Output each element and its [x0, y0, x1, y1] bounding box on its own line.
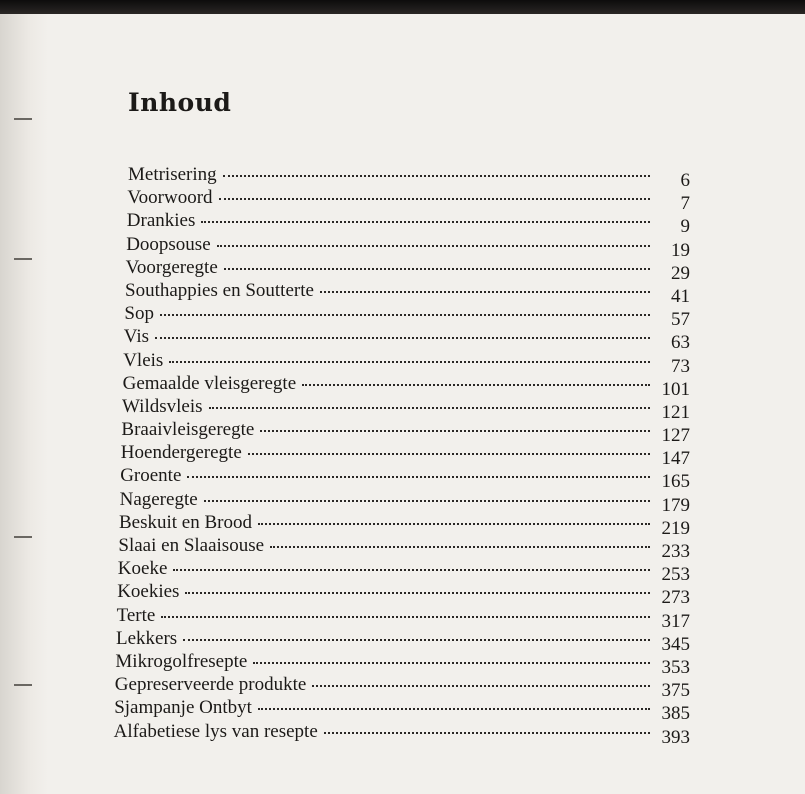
toc-entry — [121, 419, 690, 447]
dot-leader — [302, 384, 650, 386]
toc-entry — [117, 558, 690, 586]
toc-entry-label: Alfabetiese lys van resepte — [113, 720, 318, 742]
toc-entry — [125, 256, 690, 284]
toc-entry-page-number: 73 — [671, 355, 690, 377]
toc-entry-label: Koeke — [117, 558, 168, 580]
dot-leader — [248, 453, 650, 455]
dot-leader — [173, 569, 650, 571]
dot-leader — [169, 361, 650, 363]
toc-entry — [126, 233, 690, 261]
toc-entry-label: Vis — [123, 326, 150, 348]
toc-entry-label: Mikrogolfresepte — [115, 650, 248, 672]
toc-entry-page-number: 179 — [661, 494, 690, 516]
toc-entry — [117, 581, 690, 609]
toc-entry-page-number: 165 — [661, 471, 690, 493]
dot-leader — [160, 314, 650, 316]
toc-entry-label: Vleis — [123, 349, 164, 371]
contents-page — [0, 14, 805, 794]
toc-entry — [128, 164, 690, 191]
toc-entry-page-number: 127 — [661, 425, 690, 447]
toc-entry-label: Beskuit en Brood — [119, 511, 252, 533]
toc-entry — [116, 604, 690, 632]
dot-leader — [223, 175, 650, 177]
toc-entry — [124, 303, 690, 331]
toc-entry-page-number: 121 — [661, 401, 690, 423]
toc-entry-label: Metrisering — [128, 164, 217, 185]
toc-entry-page-number: 375 — [661, 680, 690, 702]
toc-entry — [123, 349, 690, 377]
toc-entry-page-number: 63 — [671, 332, 690, 354]
dot-leader — [258, 708, 650, 710]
toc-entry-label: Gepreserveerde produkte — [114, 674, 307, 696]
toc-entry-page-number: 219 — [661, 517, 690, 539]
dot-leader — [217, 245, 650, 247]
toc-entry — [122, 395, 690, 423]
toc-entry — [123, 326, 690, 354]
dot-leader — [183, 639, 650, 641]
toc-entry — [120, 442, 690, 470]
toc-entry — [116, 627, 690, 655]
toc-entry-label: Doopsouse — [126, 233, 211, 255]
toc-entry-page-number: 393 — [661, 726, 690, 748]
dot-leader — [204, 500, 650, 502]
toc-entry-page-number: 317 — [661, 610, 690, 632]
toc-entry — [119, 488, 690, 516]
toc-entry-page-number: 7 — [680, 193, 690, 215]
dot-leader — [155, 337, 650, 339]
toc-entry — [118, 535, 690, 562]
dot-leader — [219, 198, 650, 200]
toc-entry-page-number: 273 — [661, 587, 690, 609]
toc-entry-label: Sop — [124, 303, 154, 325]
page-title: Inhoud — [128, 88, 232, 117]
dot-leader — [185, 592, 650, 594]
toc-entry-label: Voorgeregte — [125, 256, 218, 278]
toc-entry — [115, 650, 690, 678]
toc-entry-label: Groente — [120, 465, 182, 487]
dot-leader — [253, 662, 650, 664]
toc-entry-label: Sjampanje Ontbyt — [114, 697, 252, 719]
toc-entry-page-number: 345 — [661, 633, 690, 655]
toc-entry-label: Terte — [116, 604, 156, 626]
toc-entry-page-number: 233 — [661, 541, 690, 562]
toc-entry — [126, 210, 690, 238]
toc-entry-page-number: 353 — [661, 656, 690, 678]
toc-entry-label: Lekkers — [116, 627, 178, 649]
dot-leader — [224, 268, 650, 270]
toc-entry-label: Wildsvleis — [122, 395, 203, 417]
toc-entry-page-number: 41 — [671, 285, 690, 307]
toc-entry-page-number: 101 — [661, 378, 690, 400]
toc-entry-page-number: 57 — [671, 309, 690, 331]
toc-entry-page-number: 9 — [680, 216, 690, 238]
dot-leader — [201, 221, 650, 223]
toc-entry-page-number: 19 — [671, 239, 690, 261]
toc-entry — [122, 372, 690, 400]
toc-entry — [125, 279, 690, 307]
dot-leader — [187, 476, 650, 478]
toc-entry — [120, 465, 690, 493]
dot-leader — [209, 407, 650, 409]
toc-entry-page-number: 385 — [661, 703, 690, 725]
toc-entry-page-number: 29 — [671, 262, 690, 284]
toc-entry-page-number: 147 — [661, 448, 690, 470]
dot-leader — [258, 523, 650, 525]
toc-entry-page-number: 6 — [680, 170, 690, 191]
dot-leader — [161, 616, 650, 618]
toc-entry-label: Gemaalde vleisgeregte — [122, 372, 297, 394]
toc-entry-label: Nageregte — [119, 488, 198, 510]
toc-entry-label: Koekies — [117, 581, 180, 603]
toc-entry — [114, 674, 690, 702]
dot-leader — [270, 546, 650, 548]
toc-entry-label: Braaivleisgeregte — [121, 419, 255, 441]
toc-entry-label: Voorwoord — [127, 187, 213, 209]
dot-leader — [320, 291, 650, 293]
toc-entry — [114, 697, 690, 725]
toc-entry-label: Southappies en Soutterte — [125, 279, 314, 301]
toc-entry — [127, 187, 690, 215]
dot-leader — [260, 430, 650, 432]
toc-entry-label: Drankies — [126, 210, 196, 232]
table-of-contents — [110, 164, 690, 748]
toc-entry-label: Slaai en Slaaisouse — [118, 535, 265, 556]
book-top-edge — [0, 0, 805, 14]
toc-entry-label: Hoendergeregte — [120, 442, 242, 464]
toc-entry — [119, 511, 690, 539]
toc-entry — [113, 720, 690, 748]
dot-leader — [324, 732, 650, 734]
toc-entry-page-number: 253 — [661, 564, 690, 586]
dot-leader — [312, 685, 650, 687]
